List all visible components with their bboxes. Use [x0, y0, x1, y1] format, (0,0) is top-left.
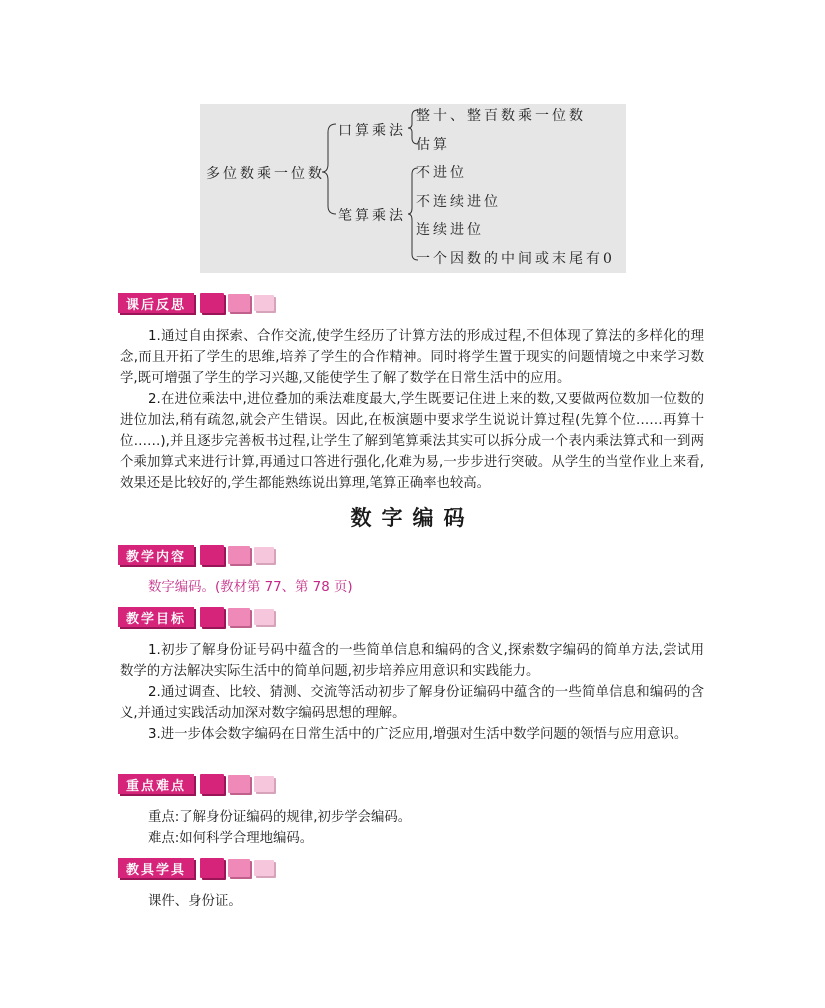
- tag-square-decoration: [254, 547, 274, 563]
- paragraph: 1.初步了解身份证号码中蕴含的一些简单信息和编码的含义,探索数字编码的简单方法,尝试用数学的方法解决实际生活中的简单问题,初步培养应用意识和实践能力。: [120, 643, 704, 679]
- paragraph: 1.通过自由探索、合作交流,使学生经历了计算方法的形成过程,不但体现了算法的多样化的理念,而且开拓了学生的思维,培养了学生的合作精神。同时将学生置于现实的问题情境之中来学习数学,既可增强了学生的学习兴趣,又能使学生了解了数学在日常生活中的应用。: [120, 329, 704, 386]
- section-tag-materials: [118, 858, 274, 878]
- tree-leaf: 不进位: [416, 165, 467, 181]
- tag-square-decoration: [228, 546, 250, 564]
- tag-label: 教具学具: [118, 858, 194, 878]
- content-text: [120, 577, 704, 598]
- tag-square-decoration: [228, 608, 250, 626]
- tree-branch-mental: 口算乘法: [338, 123, 406, 139]
- tree-branch-written: 笔算乘法: [338, 208, 406, 224]
- paragraph: 课件、身份证。: [148, 894, 242, 909]
- paragraph: 2.通过调查、比较、猜测、交流等活动初步了解身份证编码中蕴含的一些简单信息和编码的含义,并通过实践活动加深对数字编码思想的理解。: [120, 685, 704, 721]
- tree-root: 多位数乘一位数: [206, 166, 325, 182]
- key-points-text: [120, 807, 704, 849]
- tag-square-decoration: [228, 859, 250, 877]
- tree-leaf: 连续进位: [416, 222, 484, 238]
- tag-label: 重点难点: [118, 774, 194, 794]
- section-tag-key-points: [118, 774, 274, 794]
- tree-leaf: 不连续进位: [416, 194, 501, 210]
- knowledge-tree-diagram: [200, 104, 626, 273]
- lesson-title: 数字编码: [350, 505, 475, 530]
- paragraph: 难点:如何科学合理地编码。: [148, 831, 314, 846]
- tag-square-decoration: [200, 293, 224, 313]
- materials-text: [120, 891, 704, 912]
- paragraph: 数字编码。(教材第 77、第 78 页): [148, 580, 353, 595]
- tree-leaf: 一个因数的中间或末尾有0: [416, 251, 615, 267]
- tag-label: 教学内容: [118, 545, 194, 565]
- tag-square-decoration: [200, 545, 224, 565]
- paragraph: 3.进一步体会数字编码在日常生活中的广泛应用,增强对生活中数学问题的领悟与应用意识。: [148, 727, 688, 742]
- paragraph: 重点:了解身份证编码的规律,初步学会编码。: [148, 810, 412, 825]
- tag-square-decoration: [200, 774, 224, 794]
- tree-leaf: 整十、整百数乘一位数: [416, 108, 586, 124]
- tag-square-decoration: [254, 609, 274, 625]
- tag-square-decoration: [254, 776, 274, 792]
- section-tag-reflection: [118, 293, 274, 313]
- reflection-text: [120, 326, 704, 494]
- section-tag-objectives: [118, 607, 274, 627]
- tag-square-decoration: [228, 294, 250, 312]
- tag-square-decoration: [200, 607, 224, 627]
- tag-label: 教学目标: [118, 607, 194, 627]
- tag-square-decoration: [200, 858, 224, 878]
- tree-leaf: 估算: [416, 137, 450, 153]
- objectives-text: [120, 640, 704, 745]
- tag-square-decoration: [228, 775, 250, 793]
- tag-square-decoration: [254, 295, 274, 311]
- paragraph: 2.在进位乘法中,进位叠加的乘法难度最大,学生既要记住进上来的数,又要做两位数加一位数的进位加法,稍有疏忽,就会产生错误。因此,在板演题中要求学生说说计算过程(先算个位……再算十位……),并且逐步完善板书过程,让学生了解到笔算乘法其实可以拆分成一个表内乘法算式和一到两个乘加算式来进行计算,再通过口答进行强化,化难为易,一步步进行突破。从学生的当堂作业上来看,效果还是比较好的,学生都能熟练说出算理,笔算正确率也较高。: [120, 392, 704, 491]
- section-tag-content: [118, 545, 274, 565]
- tag-label: 课后反思: [118, 293, 194, 313]
- tag-square-decoration: [254, 860, 274, 876]
